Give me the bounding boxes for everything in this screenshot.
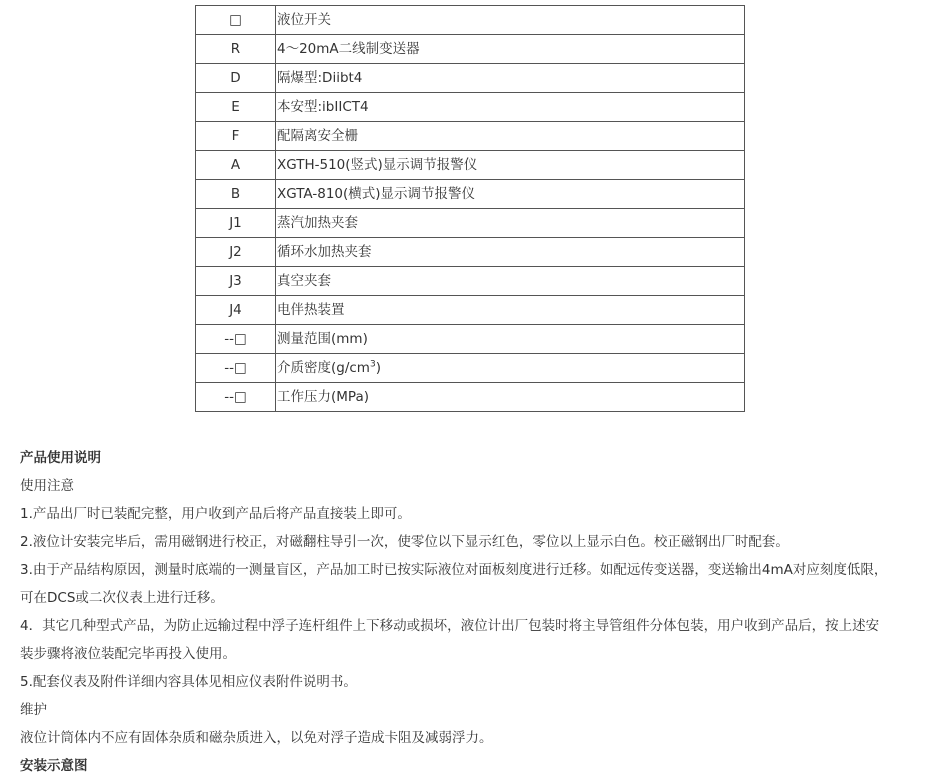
option-description: 隔爆型:Diibt4 (276, 64, 745, 93)
option-code: R (196, 35, 276, 64)
option-code: --□ (196, 383, 276, 412)
table-row (196, 267, 745, 296)
note-paragraph: 5.配套仪表及附件详细内容具体见相应仪表附件说明书。 (20, 674, 357, 690)
option-description: 测量范围(mm) (276, 325, 745, 354)
option-description: 液位开关 (276, 6, 745, 35)
table-row (196, 354, 745, 383)
note-paragraph: 装步骤将液位装配完毕再投入使用。 (20, 646, 236, 662)
table-row (196, 180, 745, 209)
note-paragraph: 2.液位计安装完毕后，需用磁钢进行校正，对磁翻柱导引一次，使零位以下显示红色，零位以上显示白色。校正磁钢出厂时配套。 (20, 534, 789, 550)
option-code: □ (196, 6, 276, 35)
table-row (196, 151, 745, 180)
table-row (196, 209, 745, 238)
table-row (196, 296, 745, 325)
option-description: 本安型:ibIICT4 (276, 93, 745, 122)
maintenance-text: 液位计筒体内不应有固体杂质和磁杂质进入，以免对浮子造成卡阻及减弱浮力。 (20, 730, 493, 746)
option-code: F (196, 122, 276, 151)
note-paragraph: 4．其它几种型式产品，为防止远输过程中浮子连杆组件上下移动或损坏，液位计出厂包装时将主导管组件分体包装，用户收到产品后，按上述安 (20, 618, 880, 634)
usage-notes (20, 444, 920, 780)
table-row (196, 64, 745, 93)
option-code: A (196, 151, 276, 180)
option-description: XGTH-510(竖式)显示调节报警仪 (276, 151, 745, 180)
note-paragraph: 可在DCS或二次仪表上进行迁移。 (20, 590, 224, 606)
sub-heading: 使用注意 (20, 478, 74, 494)
description-text: ) (375, 360, 381, 376)
maintenance-heading: 维护 (20, 702, 47, 718)
option-description: 电伴热装置 (276, 296, 745, 325)
superscript: 3 (369, 359, 376, 370)
option-description: 蒸汽加热夹套 (276, 209, 745, 238)
option-description (276, 354, 745, 383)
option-description: 4～20mA二线制变送器 (276, 35, 745, 64)
option-description: 循环水加热夹套 (276, 238, 745, 267)
option-code: J1 (196, 209, 276, 238)
table-row (196, 6, 745, 35)
note-paragraph: 3.由于产品结构原因，测量时底端的一测量盲区，产品加工时已按实际液位对面板刻度进行迁移。如配远传变送器，变送输出4mA对应刻度低限， (20, 562, 888, 578)
description-text: 介质密度(g/cm (277, 360, 370, 376)
option-description: 配隔离安全栅 (276, 122, 745, 151)
option-description: 工作压力(MPa) (276, 383, 745, 412)
table-row (196, 93, 745, 122)
table-row (196, 238, 745, 267)
note-paragraph: 1.产品出厂时已装配完整，用户收到产品后将产品直接装上即可。 (20, 506, 411, 522)
spec-table (195, 5, 745, 412)
table-row (196, 325, 745, 354)
table-row (196, 35, 745, 64)
option-code: J3 (196, 267, 276, 296)
install-heading: 安装示意图 (20, 758, 88, 774)
option-code: D (196, 64, 276, 93)
table-row (196, 122, 745, 151)
option-code: B (196, 180, 276, 209)
option-description: XGTA-810(横式)显示调节报警仪 (276, 180, 745, 209)
option-code: E (196, 93, 276, 122)
section-heading: 产品使用说明 (20, 450, 101, 466)
table-row (196, 383, 745, 412)
option-code: --□ (196, 354, 276, 383)
option-code: --□ (196, 325, 276, 354)
option-code: J2 (196, 238, 276, 267)
option-code: J4 (196, 296, 276, 325)
option-description: 真空夹套 (276, 267, 745, 296)
